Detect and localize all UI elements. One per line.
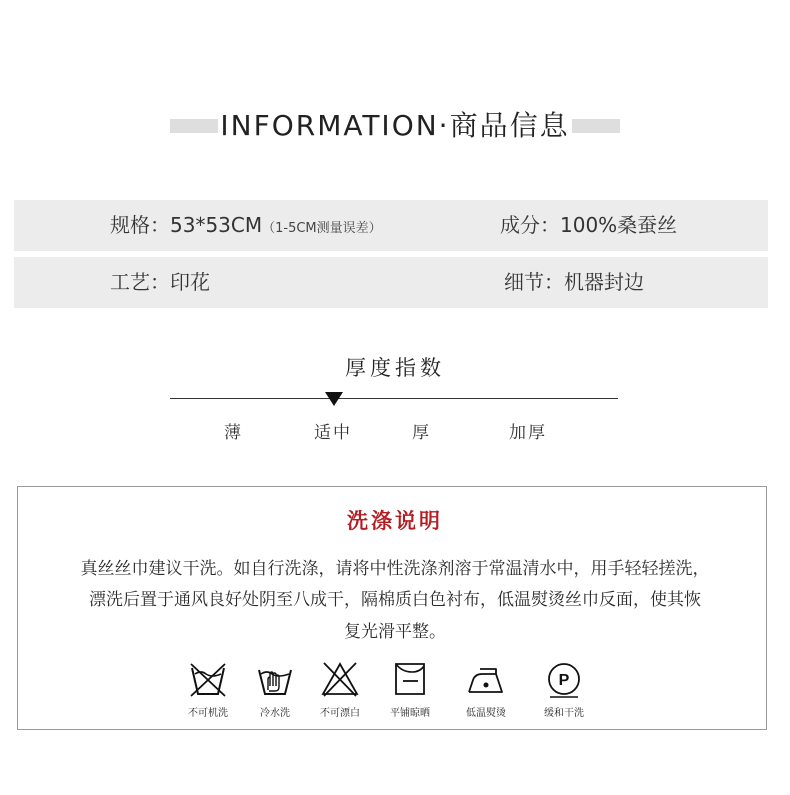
spec-craft: 工艺：印花	[110, 270, 210, 294]
spec-row-2	[14, 257, 768, 308]
care-label-cold-hand-wash: 冷水洗	[260, 708, 290, 719]
care-label-no-machine-wash: 不可机洗	[188, 708, 228, 719]
spec-size-note: （1-5CM测量误差）	[262, 221, 382, 236]
thickness-level-extra-thick: 加厚	[509, 423, 547, 443]
thickness-level-thick: 厚	[412, 423, 431, 443]
thickness-marker-icon	[325, 392, 343, 406]
info-header	[170, 106, 620, 146]
thickness-level-medium: 适中	[314, 423, 352, 443]
care-label-dry-clean: 缓和干洗	[544, 708, 584, 719]
dry-clean-symbol: P	[558, 672, 570, 689]
care-label-low-iron: 低温熨烫	[466, 708, 506, 719]
care-item-dry-clean	[519, 660, 609, 722]
thickness-title: 厚度指数	[345, 356, 445, 380]
spec-detail: 细节：机器封边	[504, 270, 644, 294]
no-machine-wash-icon	[188, 660, 228, 698]
washing-title: 洗涤说明	[347, 509, 443, 533]
thickness-scale-line	[170, 398, 618, 399]
spec-size-value: 规格：53*53CM	[110, 213, 263, 237]
low-iron-icon	[466, 660, 506, 698]
cold-hand-wash-icon	[255, 660, 295, 698]
washing-text-line-1: 真丝丝巾建议干洗。如自行洗涤，请将中性洗涤剂溶于常温清水中，用手轻轻搓洗，	[80, 559, 710, 579]
spec-size	[110, 200, 382, 254]
dry-clean-icon	[544, 660, 584, 698]
thickness-level-thin: 薄	[224, 423, 243, 443]
washing-text-line-2: 漂洗后置于通风良好处阴至八成干，隔棉质白色衬布，低温熨烫丝巾反面，使其恢	[89, 590, 701, 610]
page-title: INFORMATION·商品信息	[220, 109, 570, 142]
spec-row-1	[14, 200, 768, 251]
washing-text-line-3: 复光滑平整。	[344, 622, 446, 642]
dry-flat-icon	[390, 660, 430, 698]
spec-material: 成分：100%桑蚕丝	[500, 213, 678, 237]
care-label-dry-flat: 平铺晾晒	[390, 708, 430, 719]
care-label-no-bleach: 不可漂白	[320, 708, 360, 719]
no-bleach-icon	[320, 660, 360, 698]
care-item-low-iron	[441, 660, 531, 722]
